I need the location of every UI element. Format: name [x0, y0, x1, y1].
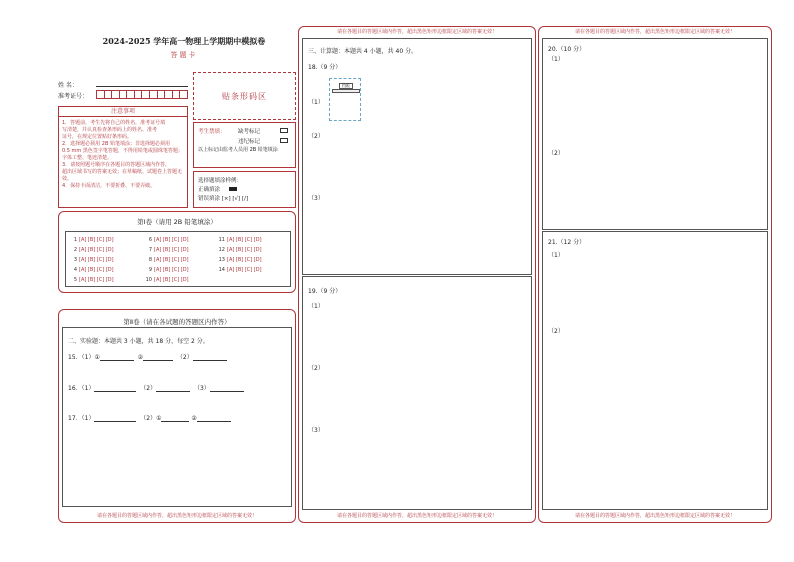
correct-fill-sample: [229, 187, 237, 191]
exam-status-box: [193, 122, 296, 168]
exam-status-note: 以上标记由监考人员用 2B 铅笔填涂: [198, 147, 278, 153]
part1-title: 第Ⅰ卷（请用 2B 铅笔填涂）: [137, 218, 217, 226]
mc-question[interactable]: 3 [A] [B] [C] [D]: [73, 257, 114, 263]
calc-section-heading: 三、计算题：本题共 4 小题，共 40 分。: [308, 48, 418, 55]
barcode-area: [193, 72, 296, 120]
q18-part-2: （2）: [308, 133, 324, 140]
mc-question[interactable]: 2 [A] [B] [C] [D]: [73, 247, 114, 253]
note-line: 超出区域书写的答案无效；在草稿纸、试题卷上答题无效。: [62, 169, 183, 182]
q18-diagram: [329, 78, 361, 121]
q18-answer-area: [302, 38, 532, 275]
q17-blank-3[interactable]: [197, 415, 231, 422]
mc-question[interactable]: 4 [A] [B] [C] [D]: [73, 267, 114, 273]
q17-blank-2[interactable]: [161, 415, 189, 422]
name-label: 姓 名：: [58, 82, 78, 89]
note-line: 4．保持卡面清洁，不要折叠、不要弄破。: [62, 183, 156, 189]
q20-part-1: （1）: [548, 56, 564, 63]
answer-sheet-label: 答题卡: [170, 51, 198, 59]
q20-heading: 20.（10 分）: [548, 46, 586, 53]
q16-blank-2[interactable]: [156, 385, 190, 392]
wrong-fill-label: 错误填涂 [×] [√] [/]: [198, 196, 249, 202]
correct-fill-label: 正确填涂: [198, 187, 221, 193]
mc-question[interactable]: 5 [A] [B] [C] [D]: [73, 277, 114, 283]
part2-title: 第Ⅱ卷（请在各试题的答题区内作答）: [123, 318, 231, 326]
q21-part-1: （1）: [548, 252, 564, 259]
boundary-warning: 请在各题目的答题区域内作答，超出黑色矩形边框限定区域的答案无效！: [336, 513, 497, 519]
column3-panel: [538, 26, 772, 523]
baffle-label: 挡板: [342, 83, 350, 88]
q19-part-3: （3）: [308, 427, 324, 434]
q18-heading: 18.（9 分）: [308, 64, 342, 71]
q15-row: 15．（1）① ② （2）: [68, 352, 227, 361]
q16-blank-3[interactable]: [210, 385, 244, 392]
q19-heading: 19.（9 分）: [308, 288, 342, 295]
q16-row: 16．（1） （2） （3）: [68, 383, 244, 392]
q21-part-2: （2）: [548, 328, 564, 335]
q17-row: 17．（1） （2）① ②: [68, 413, 231, 422]
mc-question[interactable]: 1 [A] [B] [C] [D]: [73, 237, 114, 243]
mc-question[interactable]: 12 [A] [B] [C] [D]: [218, 247, 262, 253]
boundary-warning: 请在各题目的答题区域内作答，超出黑色矩形边框限定区域的答案无效！: [574, 29, 735, 35]
name-field[interactable]: [96, 86, 188, 87]
q17-blank-1[interactable]: [94, 415, 136, 422]
exam-title: 2024-2025 学年高一物理上学期期中模拟卷: [102, 36, 266, 46]
fill-example-box: [193, 171, 296, 208]
q21-answer-area: [542, 231, 768, 510]
notes-box: [58, 106, 188, 208]
q21-heading: 21.（12 分）: [548, 239, 586, 246]
q19-answer-area: [302, 276, 532, 510]
boundary-warning: 请在各题目的答题区域内作答，超出黑色矩形边框限定区域的答案无效！: [336, 29, 497, 35]
part1-answer-grid: [65, 231, 291, 287]
q16-blank-1[interactable]: [94, 385, 136, 392]
note-line: 证号，在规定位置贴好条形码。: [62, 134, 133, 140]
note-line: 3．请按照题号顺序在各题目的答题区域内作答，: [62, 162, 171, 168]
note-line: 1．答题前，考生先将自己的姓名，准考证号填: [62, 120, 166, 126]
boundary-warning: 请在各题目的答题区域内作答，超出黑色矩形边框限定区域的答案无效！: [574, 513, 735, 519]
exam-status-label: 考生禁填：: [198, 129, 226, 135]
column2-panel: [298, 26, 536, 523]
q15-blank-3[interactable]: [193, 354, 227, 361]
mc-question[interactable]: 6 [A] [B] [C] [D]: [148, 237, 189, 243]
note-line: 写清楚，并认真检查条形码上的姓名、准考: [62, 127, 158, 133]
mc-question[interactable]: 9 [A] [B] [C] [D]: [148, 267, 189, 273]
mc-question[interactable]: 13 [A] [B] [C] [D]: [218, 257, 262, 263]
fill-example-title: 选择题填涂样例：: [198, 178, 243, 184]
plank-shape: [332, 89, 360, 93]
absent-label: 缺考标记: [238, 129, 261, 135]
q15-blank-2[interactable]: [143, 354, 173, 361]
baffle-block: [339, 83, 353, 89]
notes-title: 注意事项: [59, 107, 187, 117]
q19-part-2: （2）: [308, 365, 324, 372]
mc-question[interactable]: 8 [A] [B] [C] [D]: [148, 257, 189, 263]
q19-part-1: （1）: [308, 303, 324, 310]
mc-question[interactable]: 14 [A] [B] [C] [D]: [218, 267, 262, 273]
mc-question[interactable]: 7 [A] [B] [C] [D]: [148, 247, 189, 253]
part2-box: [58, 309, 296, 523]
note-line: 0.5 mm 黑色签字笔答题，不得用铅笔或圆珠笔答题；字体工整、笔迹清楚。: [62, 148, 183, 161]
q18-part-3: （3）: [308, 195, 324, 202]
mc-question[interactable]: 10 [A] [B] [C] [D]: [145, 277, 189, 283]
student-id-label: 准考证号：: [58, 93, 89, 100]
note-line: 2．选择题必须用 2B 铅笔填涂；非选择题必须用: [62, 141, 170, 147]
boundary-warning: 请在各题目的答题区域内作答，超出黑色矩形边框限定区域的答案无效！: [96, 513, 257, 519]
absent-checkbox[interactable]: [280, 128, 288, 133]
mc-question[interactable]: 11 [A] [B] [C] [D]: [218, 237, 262, 243]
student-id-boxes[interactable]: [96, 90, 188, 99]
part2-answer-area: [62, 327, 292, 507]
q20-part-2: （2）: [548, 150, 564, 157]
q15-blank-1[interactable]: [100, 354, 134, 361]
part1-box: [58, 211, 296, 293]
cheat-checkbox[interactable]: [280, 138, 288, 143]
cheat-label: 违纪标记: [238, 139, 261, 145]
barcode-label: 贴条形码区: [222, 92, 267, 101]
q18-part-1: （1）: [308, 99, 324, 106]
part2-section-heading: 二、实验题：本题共 3 小题，共 18 分，每空 2 分。: [68, 338, 209, 345]
q20-answer-area: [542, 38, 768, 230]
